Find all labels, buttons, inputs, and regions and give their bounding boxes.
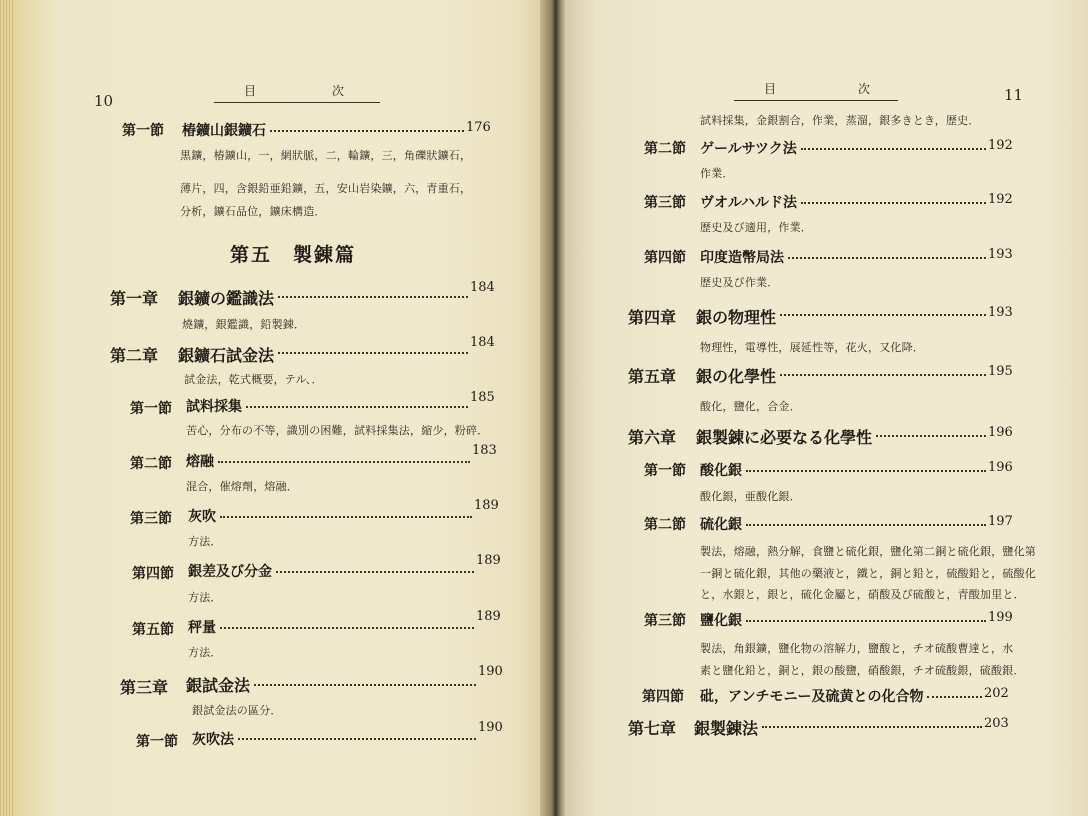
section-label: 第四節	[644, 250, 686, 266]
entry-page: 199	[988, 610, 1013, 625]
entry-page: 193	[988, 247, 1013, 262]
entry-page: 176	[466, 120, 491, 135]
leader-dots	[876, 435, 986, 437]
entry-page: 189	[476, 609, 501, 624]
leader-dots	[246, 406, 468, 408]
entry-title: 銀差及び分金	[188, 564, 272, 580]
entry-title: 試料採集	[186, 399, 242, 415]
page-number: 10	[94, 92, 114, 110]
entry-title: 灰吹	[188, 509, 216, 525]
section-label: 第二節	[644, 517, 686, 533]
entry-summary: 分析，鑛石品位，鑛床構造．	[180, 205, 326, 218]
leader-dots	[254, 684, 476, 686]
chapter-label: 第三章	[120, 678, 169, 697]
entry-summary: 製法，熔融，熱分解，食鹽と硫化銀，鹽化第二銅と硫化銀，鹽化第	[700, 545, 1036, 558]
leader-dots	[278, 352, 468, 354]
chapter-label: 第六章	[628, 428, 677, 447]
running-head-char: 次	[332, 84, 345, 98]
entry-title: 砒，アンチモニー及硫黄との化合物	[700, 689, 924, 705]
entry-page: 190	[478, 720, 503, 735]
entry-summary: 製法，角銀鑛，鹽化物の溶解力，鹽酸と，チオ硫酸曹達と，水	[700, 642, 1014, 655]
running-head-char: 次	[858, 82, 871, 96]
entry-summary: 酸化銀，亜酸化銀．	[700, 490, 801, 503]
section-label: 第五節	[132, 622, 174, 638]
entry-title: 灰吹法	[192, 732, 234, 748]
section-label: 第一節	[136, 734, 178, 750]
section-label: 第一節	[122, 123, 164, 139]
entry-title: 銀の化學性	[696, 367, 777, 386]
entry-summary: 歴史及び適用，作業．	[700, 221, 812, 234]
entry-summary: 燒鑛，銀鑑識，鉛製錬．	[182, 318, 306, 331]
entry-summary: 銀試金法の區分．	[192, 704, 282, 717]
section-label: 第一節	[644, 463, 686, 479]
entry-page: 190	[478, 664, 503, 679]
entry-title: 銀鑛石試金法	[178, 346, 275, 365]
entry-title: 熔融	[186, 454, 214, 470]
entry-summary: 作業．	[700, 167, 734, 180]
leader-dots	[788, 257, 986, 259]
right-page	[566, 0, 1088, 816]
chapter-label: 第四章	[628, 308, 677, 327]
leader-dots	[270, 130, 464, 132]
section-label: 第四節	[132, 566, 174, 582]
running-head	[214, 82, 380, 103]
leader-dots	[801, 148, 986, 150]
entry-title: 印度造幣局法	[700, 250, 784, 266]
page-edges	[0, 0, 14, 816]
entry-page: 202	[984, 686, 1009, 701]
entry-title: 銀製錬法	[694, 719, 759, 738]
entry-summary: 試金法，乾式概要，テル、．	[184, 373, 323, 386]
chapter-label: 第七章	[628, 719, 677, 738]
entry-summary: 物理性，電導性，展延性等，花火，又化降．	[700, 341, 924, 354]
entry-page: 184	[470, 335, 495, 350]
part-heading: 第五 製錬篇	[230, 244, 357, 266]
entry-summary: 混合，催熔劑，熔融．	[186, 480, 298, 493]
leader-dots	[780, 314, 986, 316]
entry-summary: 素と鹽化鉛と，銅と，銀の酸鹽，硝酸銀，チオ硫酸銀，硫酸銀．	[700, 664, 1025, 677]
entry-summary: 歴史及び作業．	[700, 276, 779, 289]
entry-title: 銀の物理性	[696, 308, 777, 327]
entry-page: 184	[470, 280, 495, 295]
leader-dots	[218, 461, 470, 463]
entry-title: 鹽化銀	[700, 613, 742, 629]
section-label: 第一節	[130, 401, 172, 417]
section-label: 第三節	[644, 195, 686, 211]
page-number: 11	[1004, 86, 1024, 104]
entry-page: 185	[470, 390, 495, 405]
entry-title: 椿鑛山銀鑛石	[182, 123, 266, 139]
leader-dots	[927, 696, 982, 698]
entry-summary: 方法．	[188, 535, 222, 548]
leader-dots	[220, 516, 472, 518]
leader-dots	[276, 571, 474, 573]
entry-title: 酸化銀	[700, 463, 742, 479]
chapter-label: 第五章	[628, 367, 677, 386]
leader-dots	[220, 627, 474, 629]
entry-title: ヴオルハルド法	[700, 195, 798, 211]
leader-dots	[278, 296, 468, 298]
book-gutter	[540, 0, 566, 816]
entry-summary: 黒鑛，椿鑛山，一，網狀脈，二，輪鑛，三，角礫狀鑛石，	[180, 149, 472, 162]
leader-dots	[801, 202, 986, 204]
leader-dots	[762, 726, 982, 728]
entry-page: 197	[988, 514, 1013, 529]
running-head	[734, 80, 898, 101]
leader-dots	[746, 620, 986, 622]
entry-summary: 試料採集，金銀割合，作業，蒸溜，銀多きとき，歴史．	[700, 114, 980, 127]
entry-summary: と，水銀と，銀と，硫化金屬と，硝酸及び硫酸と，青酸加里と．	[700, 588, 1025, 601]
entry-title: 銀試金法	[186, 676, 251, 695]
entry-page: 195	[988, 364, 1013, 379]
running-head-char: 目	[764, 82, 777, 96]
entry-title: 銀鑛の鑑識法	[178, 289, 275, 308]
section-label: 第二節	[130, 456, 172, 472]
section-label: 第四節	[642, 689, 684, 705]
entry-page: 192	[988, 192, 1013, 207]
leader-dots	[746, 470, 986, 472]
section-label: 第三節	[644, 613, 686, 629]
entry-page: 203	[984, 716, 1009, 731]
entry-summary: 方法．	[188, 591, 222, 604]
entry-page: 196	[988, 460, 1013, 475]
entry-summary: 方法．	[188, 646, 222, 659]
entry-page: 192	[988, 138, 1013, 153]
entry-summary: 酸化，鹽化，合金．	[700, 400, 801, 413]
entry-title: 銀製錬に必要なる化學性	[696, 428, 873, 447]
entry-title: 硫化銀	[700, 517, 742, 533]
entry-title: ゲールサツク法	[700, 141, 797, 157]
leader-dots	[238, 738, 476, 740]
section-label: 第二節	[644, 141, 686, 157]
entry-summary: 苦心，分布の不等，識別の困難，試料採集法，縮少，粉碎．	[186, 424, 489, 437]
entry-page: 196	[988, 425, 1013, 440]
entry-page: 189	[474, 498, 499, 513]
chapter-label: 第二章	[110, 346, 159, 365]
entry-page: 183	[472, 443, 497, 458]
chapter-label: 第一章	[110, 289, 159, 308]
entry-summary: 一銅と硫化銀，其他の藥液と，鐵と，銅と鉛と，硫酸鉛と，硫酸化	[700, 567, 1036, 580]
entry-page: 189	[476, 553, 501, 568]
leader-dots	[780, 374, 986, 376]
running-head-char: 目	[244, 84, 257, 98]
entry-summary: 薄片，四，含銀鉛亜鉛鑛，五，安山岩染鑛，六，青重石，	[180, 182, 472, 195]
entry-title: 秤量	[188, 620, 216, 636]
section-label: 第三節	[130, 511, 172, 527]
leader-dots	[746, 524, 986, 526]
entry-page: 193	[988, 305, 1013, 320]
